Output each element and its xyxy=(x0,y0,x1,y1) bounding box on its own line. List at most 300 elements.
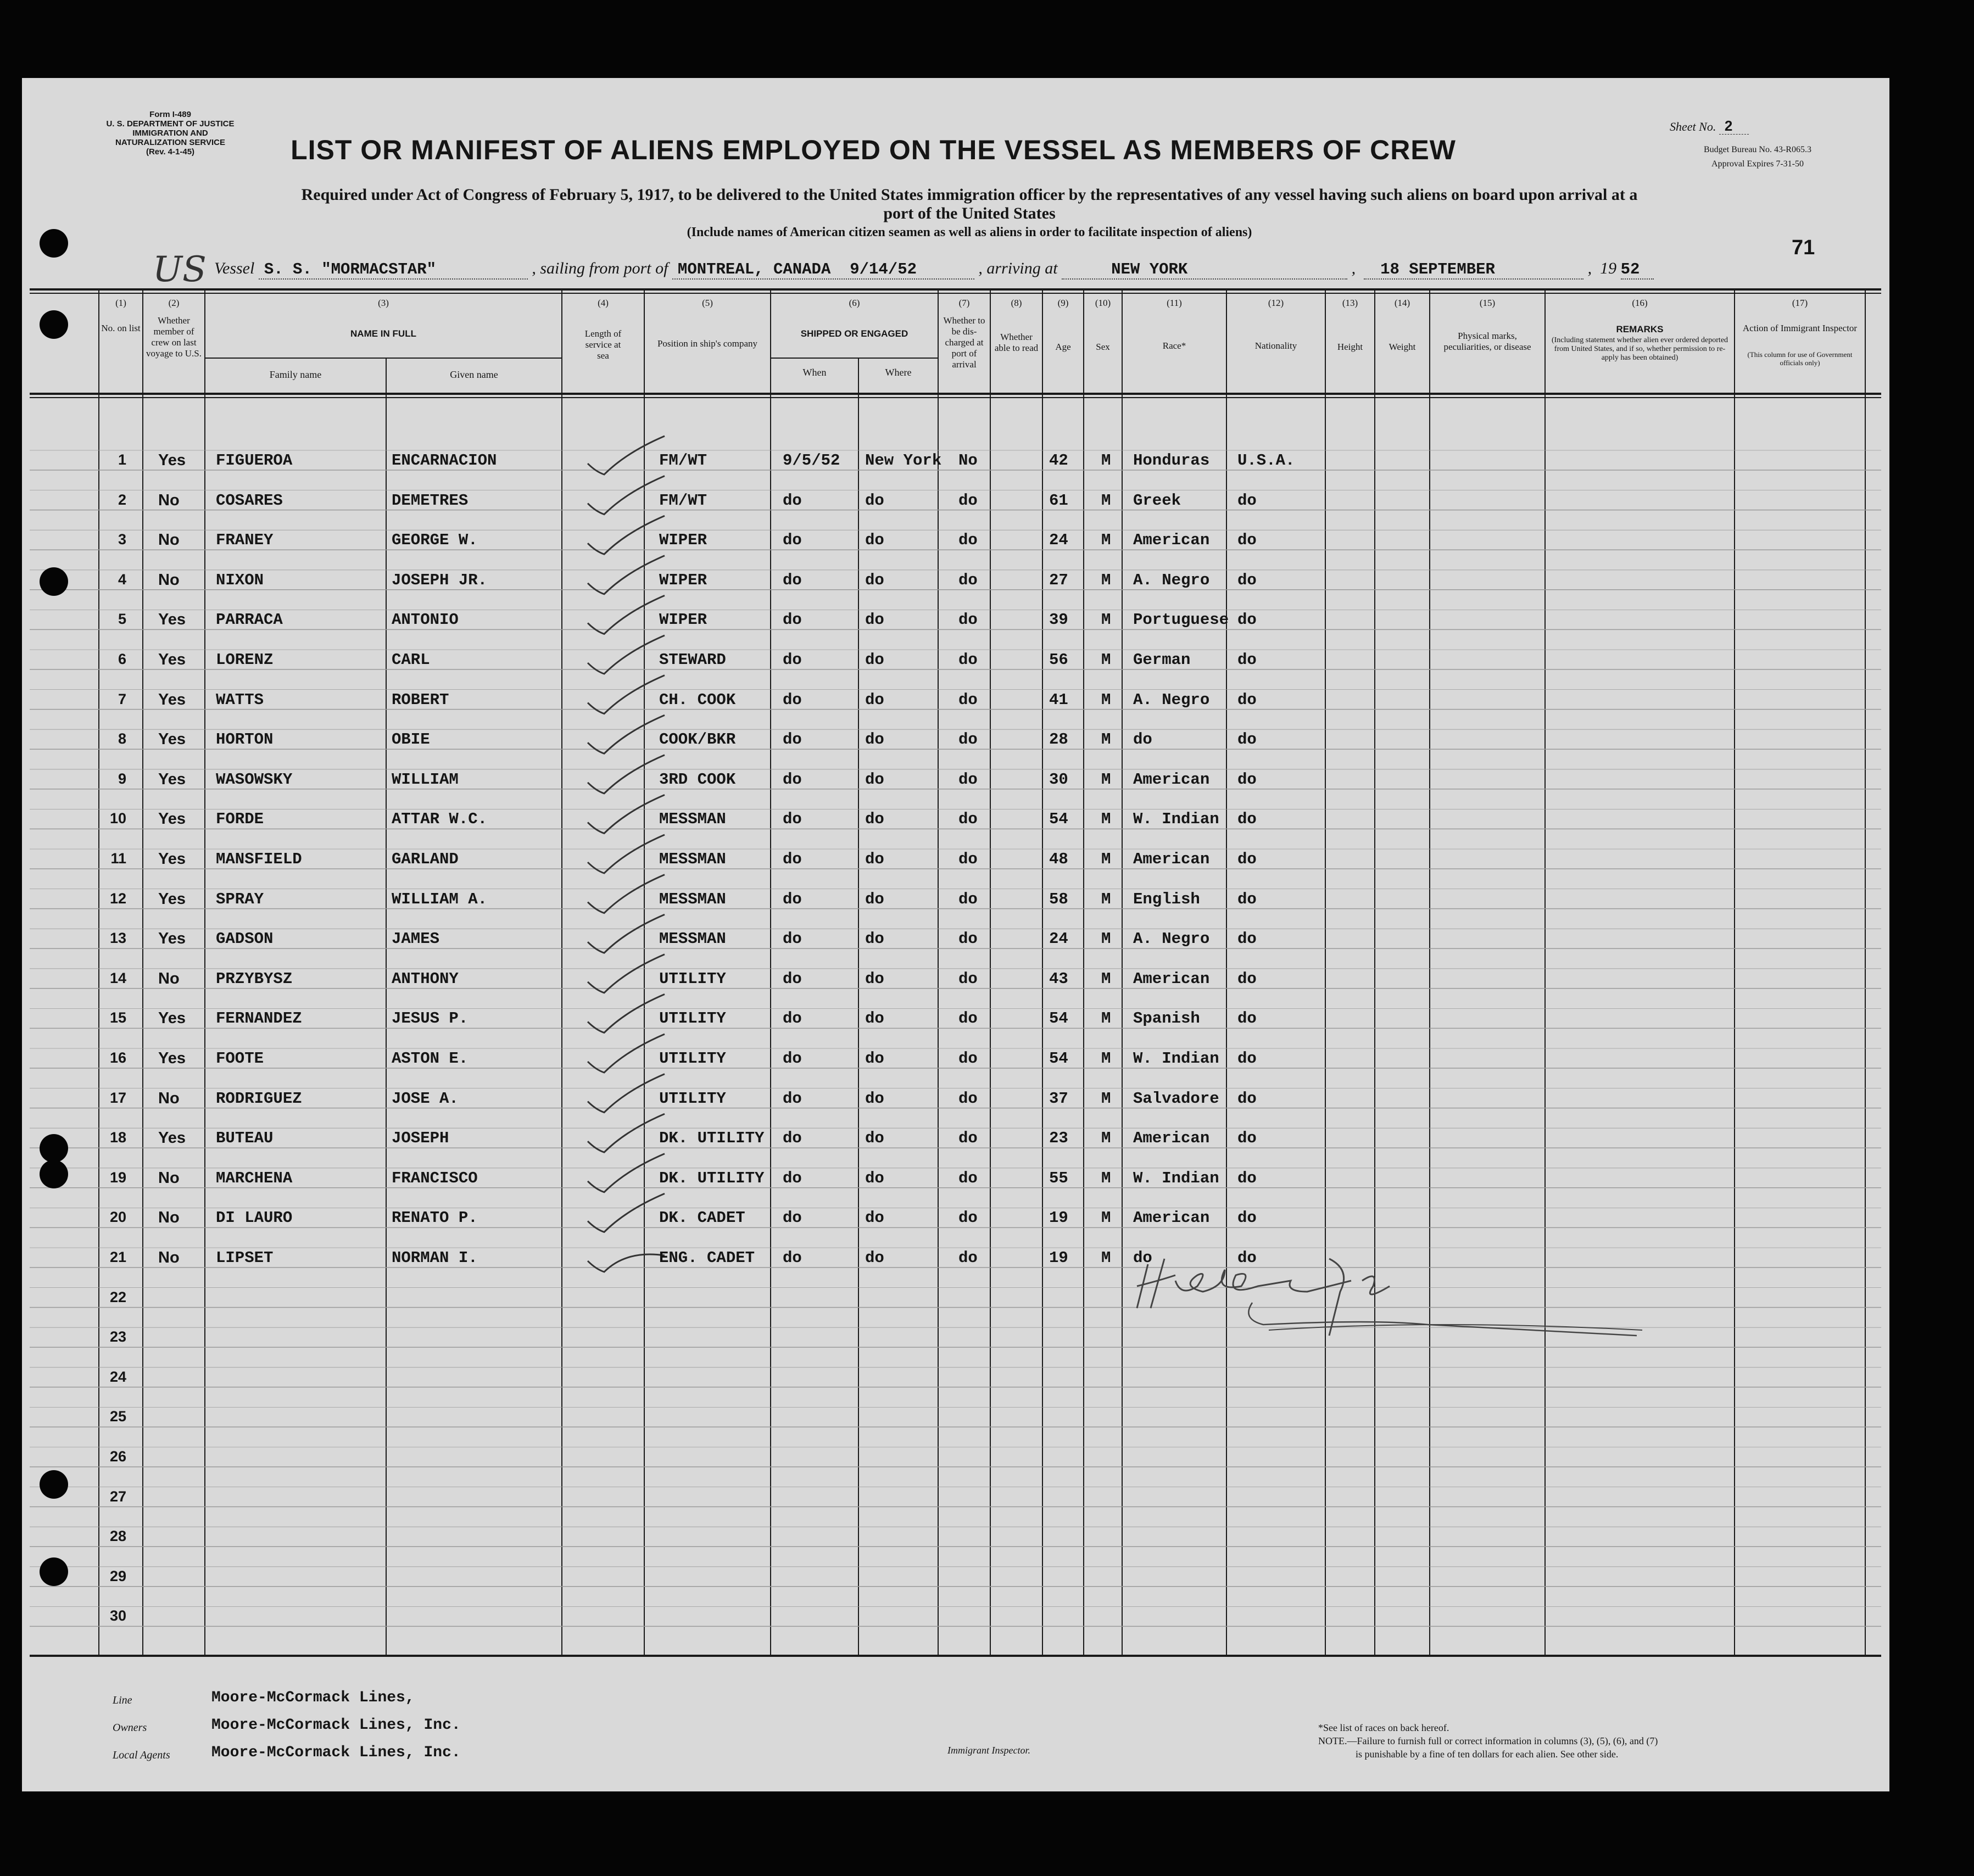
cell-family: PRZYBYSZ xyxy=(216,969,293,988)
cell-position: DK. CADET xyxy=(659,1209,745,1227)
cell-where: do xyxy=(865,890,884,908)
cell-nationality: do xyxy=(1237,850,1257,868)
cell-age: 56 xyxy=(1049,651,1068,669)
cell-sex: M xyxy=(1101,1049,1111,1068)
local-agents-label: Local Agents xyxy=(113,1749,170,1761)
cell-nationality: do xyxy=(1237,491,1257,510)
cell-where: do xyxy=(865,651,884,669)
cell-age: 24 xyxy=(1049,531,1068,550)
cell-when: do xyxy=(783,1089,802,1108)
cell-prev: No xyxy=(158,491,180,509)
cell-prev: Yes xyxy=(158,890,186,908)
cell-family: WATTS xyxy=(216,690,264,709)
arrival-date: 18 SEPTEMBER xyxy=(1364,260,1583,280)
cell-given: ROBERT xyxy=(392,690,449,709)
cell-position: DK. UTILITY xyxy=(659,1129,765,1148)
cell-race: Salvadore xyxy=(1133,1089,1219,1108)
page-number: 71 xyxy=(1792,236,1815,259)
cell-position: WIPER xyxy=(659,571,707,589)
cell-when: do xyxy=(783,690,802,709)
cell-given: JESUS P. xyxy=(392,1009,469,1028)
cell-nationality: do xyxy=(1237,651,1257,669)
cell-sex: M xyxy=(1101,1129,1111,1148)
cell-discharged: do xyxy=(958,890,978,908)
cell-where: do xyxy=(865,1209,884,1227)
cell-where: do xyxy=(865,1129,884,1148)
cell-sex: M xyxy=(1101,491,1111,510)
cell-prev: No xyxy=(158,969,180,987)
col3-number: (3) xyxy=(378,298,389,308)
check-mark xyxy=(588,436,665,474)
row-number: 7 xyxy=(118,690,126,707)
col7-number: (7) xyxy=(958,298,970,308)
cell-where: do xyxy=(865,611,884,629)
cell-prev: Yes xyxy=(158,611,186,629)
col17-number: (17) xyxy=(1792,298,1808,308)
cell-prev: Yes xyxy=(158,810,186,828)
cell-race: do xyxy=(1133,730,1152,749)
arrival-year: 52 xyxy=(1621,260,1654,280)
cell-age: 48 xyxy=(1049,850,1068,868)
form-number: Form I-489 xyxy=(149,110,191,119)
cell-given: JOSEPH JR. xyxy=(392,571,488,589)
cell-race: German xyxy=(1133,651,1191,669)
col6-when-label: When xyxy=(802,367,827,378)
col5-label: Position in ship's company xyxy=(657,338,758,349)
cell-race: American xyxy=(1133,969,1210,988)
penalty-note-2: is punishable by a fine of ten dollars for each alien. See other side. xyxy=(1356,1749,1619,1760)
cell-age: 61 xyxy=(1049,491,1068,510)
cell-nationality: do xyxy=(1237,1209,1257,1227)
cell-race: W. Indian xyxy=(1133,1169,1219,1187)
cell-discharged: No xyxy=(958,451,978,470)
row-number: 19 xyxy=(109,1169,126,1186)
cell-given: NORMAN I. xyxy=(392,1249,478,1267)
col3-given-label: Given name xyxy=(450,369,498,380)
cell-family: FERNANDEZ xyxy=(216,1009,302,1028)
cell-sex: M xyxy=(1101,850,1111,868)
cell-family: HORTON xyxy=(216,730,274,749)
cell-nationality: do xyxy=(1237,890,1257,908)
col9-number: (9) xyxy=(1057,298,1069,308)
check-mark xyxy=(588,1193,665,1232)
check-mark xyxy=(588,1034,665,1073)
cell-discharged: do xyxy=(958,1129,978,1148)
cell-when: do xyxy=(783,930,802,948)
row-number: 20 xyxy=(109,1209,126,1226)
cell-nationality: do xyxy=(1237,571,1257,589)
cell-when: do xyxy=(783,730,802,749)
cell-age: 27 xyxy=(1049,571,1068,589)
cell-nationality: do xyxy=(1237,1049,1257,1068)
cell-position: STEWARD xyxy=(659,651,726,669)
col11-label: Race* xyxy=(1162,340,1186,351)
cell-race: Honduras xyxy=(1133,451,1210,470)
col2-label: Whether member of crew on last voyage to U.S. xyxy=(146,315,202,359)
arriving-label: , arriving at xyxy=(978,259,1058,277)
row-number-empty: 29 xyxy=(109,1567,126,1584)
handwritten-us-mark: US xyxy=(153,249,207,290)
cell-discharged: do xyxy=(958,770,978,789)
cell-discharged: do xyxy=(958,850,978,868)
cell-prev: No xyxy=(158,571,180,589)
cell-given: WILLIAM A. xyxy=(392,890,488,908)
cell-when: 9/5/52 xyxy=(783,451,840,470)
cell-prev: Yes xyxy=(158,690,186,708)
cell-position: WIPER xyxy=(659,531,707,550)
cell-sex: M xyxy=(1101,770,1111,789)
col14-number: (14) xyxy=(1394,298,1410,308)
footer-notes xyxy=(1318,1721,1658,1761)
cell-sex: M xyxy=(1101,890,1111,908)
cell-family: BUTEAU xyxy=(216,1129,274,1148)
cell-family: MARCHENA xyxy=(216,1169,293,1187)
col2-number: (2) xyxy=(168,298,180,308)
cell-nationality: do xyxy=(1237,930,1257,948)
col16-label: REMARKS xyxy=(1616,324,1664,334)
cell-race: American xyxy=(1133,1129,1210,1148)
cell-sex: M xyxy=(1101,930,1111,948)
cell-race: American xyxy=(1133,850,1210,868)
length-of-service-check-marks xyxy=(588,436,665,1272)
cell-when: do xyxy=(783,1169,802,1187)
row-number: 15 xyxy=(109,1009,126,1026)
cell-where: do xyxy=(865,690,884,709)
cell-when: do xyxy=(783,651,802,669)
cell-race: A. Negro xyxy=(1133,571,1210,589)
row-number-empty: 27 xyxy=(109,1488,126,1505)
row-number: 17 xyxy=(109,1089,126,1106)
cell-age: 30 xyxy=(1049,770,1068,789)
col11-number: (11) xyxy=(1167,298,1182,308)
cell-when: do xyxy=(783,571,802,589)
cell-where: do xyxy=(865,930,884,948)
cell-where: do xyxy=(865,810,884,829)
line-value: Moore-McCormack Lines, xyxy=(211,1689,415,1706)
subtitle-line-3: (Include names of American citizen seamen as well as aliens in order to facilitate inspection of aliens) xyxy=(687,225,1252,239)
page-title: LIST OR MANIFEST OF ALIENS EMPLOYED ON THE VESSEL AS MEMBERS OF CREW xyxy=(291,135,1456,165)
manifest-paper xyxy=(22,78,1889,1791)
col3-label: NAME IN FULL xyxy=(350,328,416,339)
cell-nationality: do xyxy=(1237,690,1257,709)
cell-when: do xyxy=(783,491,802,510)
cell-given: CARL xyxy=(392,651,430,669)
cell-race: A. Negro xyxy=(1133,930,1210,948)
cell-position: FM/WT xyxy=(659,451,707,470)
cell-discharged: do xyxy=(958,1009,978,1028)
cell-family: FORDE xyxy=(216,810,264,829)
cell-when: do xyxy=(783,1129,802,1148)
cell-nationality: do xyxy=(1237,1169,1257,1187)
cell-race: Greek xyxy=(1133,491,1181,510)
cell-family: WASOWSKY xyxy=(216,770,293,789)
cell-discharged: do xyxy=(958,651,978,669)
col15-label: Physical marks, peculiarities, or disease xyxy=(1443,331,1531,352)
col4-number: (4) xyxy=(598,298,609,308)
check-mark xyxy=(588,835,665,873)
row-number-empty: 26 xyxy=(109,1448,126,1465)
cell-race: American xyxy=(1133,531,1210,550)
cell-sex: M xyxy=(1101,611,1111,629)
cell-race: Spanish xyxy=(1133,1009,1200,1028)
vessel-name: S. S. "MORMACSTAR" xyxy=(259,260,528,280)
cell-where: do xyxy=(865,1169,884,1187)
col10-number: (10) xyxy=(1095,298,1111,308)
inspector-signature xyxy=(1137,1259,1642,1336)
check-mark xyxy=(588,1074,665,1113)
cell-given: FRANCISCO xyxy=(392,1169,478,1187)
cell-age: 55 xyxy=(1049,1169,1068,1187)
cell-age: 54 xyxy=(1049,1009,1068,1028)
cell-prev: Yes xyxy=(158,1129,186,1147)
cell-prev: Yes xyxy=(158,651,186,668)
cell-nationality: do xyxy=(1237,611,1257,629)
cell-discharged: do xyxy=(958,690,978,709)
cell-where: do xyxy=(865,571,884,589)
cell-where: New York xyxy=(865,451,942,470)
binder-hole xyxy=(40,1557,68,1586)
cell-family: LORENZ xyxy=(216,651,274,669)
row-number: 3 xyxy=(118,531,126,548)
cell-nationality: do xyxy=(1237,1009,1257,1028)
col1-label: No. on list xyxy=(101,323,141,333)
cell-prev: Yes xyxy=(158,451,186,469)
row-number: 2 xyxy=(118,491,126,508)
row-number: 21 xyxy=(109,1249,126,1265)
cell-given: GEORGE W. xyxy=(392,531,478,550)
row-number: 16 xyxy=(109,1049,126,1066)
check-mark xyxy=(588,556,665,594)
cell-race: English xyxy=(1133,890,1200,908)
approval-expires: Approval Expires 7-31-50 xyxy=(1711,159,1804,169)
owners-value: Moore-McCormack Lines, Inc. xyxy=(211,1717,461,1734)
cell-age: 43 xyxy=(1049,969,1068,988)
cell-position: ENG. CADET xyxy=(659,1249,755,1267)
cell-family: GADSON xyxy=(216,930,274,948)
cell-where: do xyxy=(865,850,884,868)
cell-prev: Yes xyxy=(158,1049,186,1067)
cell-sex: M xyxy=(1101,651,1111,669)
cell-where: do xyxy=(865,1249,884,1267)
cell-sex: M xyxy=(1101,1249,1111,1267)
cell-where: do xyxy=(865,1009,884,1028)
check-mark xyxy=(588,914,665,953)
cell-where: do xyxy=(865,1049,884,1068)
sailing-port-name: MONTREAL, CANADA xyxy=(677,260,831,278)
cell-prev: No xyxy=(158,1249,180,1266)
cell-age: 23 xyxy=(1049,1129,1068,1148)
cell-prev: Yes xyxy=(158,770,186,788)
cell-family: RODRIGUEZ xyxy=(216,1089,302,1108)
check-mark xyxy=(588,715,665,753)
col17-label: Action of Immigrant Inspector xyxy=(1742,323,1858,333)
check-mark xyxy=(588,635,665,674)
check-mark xyxy=(588,954,665,993)
cell-where: do xyxy=(865,969,884,988)
cell-given: DEMETRES xyxy=(392,491,469,510)
cell-when: do xyxy=(783,531,802,550)
cell-given: ANTONIO xyxy=(392,611,459,629)
row-number-empty: 22 xyxy=(109,1288,126,1305)
row-number-empty: 24 xyxy=(109,1368,126,1385)
cell-sex: M xyxy=(1101,1009,1111,1028)
row-number: 8 xyxy=(118,730,126,747)
cell-race: American xyxy=(1133,1209,1210,1227)
vessel-label: Vessel xyxy=(214,259,255,277)
cell-age: 58 xyxy=(1049,890,1068,908)
cell-where: do xyxy=(865,1089,884,1108)
row-number: 12 xyxy=(109,890,126,907)
row-number: 18 xyxy=(109,1129,126,1146)
cell-sex: M xyxy=(1101,1089,1111,1108)
cell-race: W. Indian xyxy=(1133,1049,1219,1068)
cell-position: MESSMAN xyxy=(659,930,726,948)
cell-prev: No xyxy=(158,1169,180,1187)
cell-position: UTILITY xyxy=(659,1049,726,1068)
cell-age: 39 xyxy=(1049,611,1068,629)
cell-where: do xyxy=(865,730,884,749)
cell-sex: M xyxy=(1101,531,1111,550)
binder-hole xyxy=(40,1160,68,1188)
cell-sex: M xyxy=(1101,1209,1111,1227)
binder-hole xyxy=(40,310,68,339)
cell-given: ATTAR W.C. xyxy=(392,810,488,829)
cell-given: JOSE A. xyxy=(392,1089,459,1108)
cell-discharged: do xyxy=(958,1089,978,1108)
cell-when: do xyxy=(783,1209,802,1227)
subtitle-line-1: Required under Act of Congress of February 5, 1917, to be delivered to the United States immigration officer by the representatives of any vessel having such aliens on board upon arrival at a xyxy=(301,186,1638,204)
col8-number: (8) xyxy=(1011,298,1022,308)
check-mark xyxy=(588,1254,665,1272)
cell-nationality: do xyxy=(1237,1089,1257,1108)
cell-position: UTILITY xyxy=(659,1089,726,1108)
cell-sex: M xyxy=(1101,690,1111,709)
col12-number: (12) xyxy=(1268,298,1284,308)
cell-where: do xyxy=(865,531,884,550)
cell-when: do xyxy=(783,770,802,789)
cell-family: LIPSET xyxy=(216,1249,274,1267)
row-number: 13 xyxy=(109,930,126,947)
cell-prev: No xyxy=(158,1089,180,1107)
cell-race: American xyxy=(1133,770,1210,789)
col13-number: (13) xyxy=(1342,298,1358,308)
cell-nationality: do xyxy=(1237,770,1257,789)
cell-family: FOOTE xyxy=(216,1049,264,1068)
check-mark xyxy=(588,476,665,515)
col12-label: Nationality xyxy=(1254,340,1297,351)
row-number-empty: 28 xyxy=(109,1528,126,1545)
col16-sub-label: (Including statement whether alien ever ordered deported from United States, and if so, whether permission to re-apply has been obtained) xyxy=(1551,336,1728,362)
cell-nationality: do xyxy=(1237,1249,1257,1267)
cell-position: 3RD COOK xyxy=(659,770,736,789)
check-mark xyxy=(588,795,665,833)
cell-position: FM/WT xyxy=(659,491,707,510)
line-label: Line xyxy=(113,1694,132,1706)
row-number-empty: 30 xyxy=(109,1607,126,1624)
row-number-empty: 25 xyxy=(109,1408,126,1425)
col6-number: (6) xyxy=(849,298,860,308)
cell-given: ANTHONY xyxy=(392,969,459,988)
col14-label: Weight xyxy=(1389,342,1416,352)
cell-sex: M xyxy=(1101,1169,1111,1187)
vessel-line: Vessel S. S. "MORMACSTAR" , sailing from port of MONTREAL, CANADA 9/14/52 , arriving at NEW YORK , 18 SEPTEMBER , 19 52 xyxy=(214,259,1752,281)
check-mark xyxy=(588,1114,665,1152)
cell-age: 41 xyxy=(1049,690,1068,709)
cell-discharged: do xyxy=(958,491,978,510)
row-number: 6 xyxy=(118,651,126,667)
cell-age: 54 xyxy=(1049,1049,1068,1068)
row-number: 5 xyxy=(118,611,126,628)
cell-age: 42 xyxy=(1049,451,1068,470)
cell-given: RENATO P. xyxy=(392,1209,478,1227)
col16-number: (16) xyxy=(1632,298,1648,308)
cell-prev: Yes xyxy=(158,850,186,868)
binder-hole xyxy=(40,229,68,258)
check-mark xyxy=(588,675,665,714)
cell-race: W. Indian xyxy=(1133,810,1219,829)
cell-position: WIPER xyxy=(659,611,707,629)
cell-when: do xyxy=(783,890,802,908)
cell-given: JAMES xyxy=(392,930,440,948)
cell-sex: M xyxy=(1101,451,1111,470)
cell-age: 37 xyxy=(1049,1089,1068,1108)
cell-given: GARLAND xyxy=(392,850,459,868)
cell-family: FIGUEROA xyxy=(216,451,293,470)
col13-label: Height xyxy=(1337,342,1363,352)
col8-label: Whether able to read xyxy=(994,332,1039,353)
cell-position: MESSMAN xyxy=(659,810,726,829)
check-mark xyxy=(588,1154,665,1192)
cell-given: OBIE xyxy=(392,730,430,749)
cell-family: SPRAY xyxy=(216,890,264,908)
cell-given: WILLIAM xyxy=(392,770,459,789)
cell-when: do xyxy=(783,969,802,988)
check-mark xyxy=(588,994,665,1032)
form-service: IMMIGRATION AND NATURALIZATION SERVICE xyxy=(115,129,225,147)
budget-bureau: Budget Bureau No. 43-R065.3 xyxy=(1704,145,1811,154)
cell-discharged: do xyxy=(958,930,978,948)
cell-family: FRANEY xyxy=(216,531,274,550)
cell-sex: M xyxy=(1101,730,1111,749)
cell-discharged: do xyxy=(958,1169,978,1187)
col7-label: Whether to be dis-charged at port of arrival xyxy=(943,315,985,370)
sheet-number: 2 xyxy=(1719,118,1749,135)
penalty-note-1: NOTE.—Failure to furnish full or correct information in columns (3), (5), (6), and (7) xyxy=(1318,1735,1658,1746)
col6-label: SHIPPED OR ENGAGED xyxy=(800,328,908,339)
cell-discharged: do xyxy=(958,531,978,550)
sailing-label: , sailing from port of xyxy=(532,259,668,277)
cell-age: 54 xyxy=(1049,810,1068,829)
binder-hole xyxy=(40,567,68,596)
cell-position: CH. COOK xyxy=(659,690,736,709)
check-mark xyxy=(588,595,665,634)
cell-age: 28 xyxy=(1049,730,1068,749)
cell-nationality: do xyxy=(1237,531,1257,550)
cell-family: NIXON xyxy=(216,571,264,589)
cell-when: do xyxy=(783,1009,802,1028)
cell-discharged: do xyxy=(958,611,978,629)
row-number: 1 xyxy=(118,451,126,468)
cell-position: UTILITY xyxy=(659,969,726,988)
subtitle-line-2: port of the United States xyxy=(883,204,1056,222)
check-mark xyxy=(588,516,665,554)
row-number: 10 xyxy=(109,810,126,827)
cell-given: JOSEPH xyxy=(392,1129,449,1148)
cell-discharged: do xyxy=(958,1049,978,1068)
cell-when: do xyxy=(783,611,802,629)
row-number: 11 xyxy=(110,850,126,867)
row-number: 4 xyxy=(118,571,126,588)
